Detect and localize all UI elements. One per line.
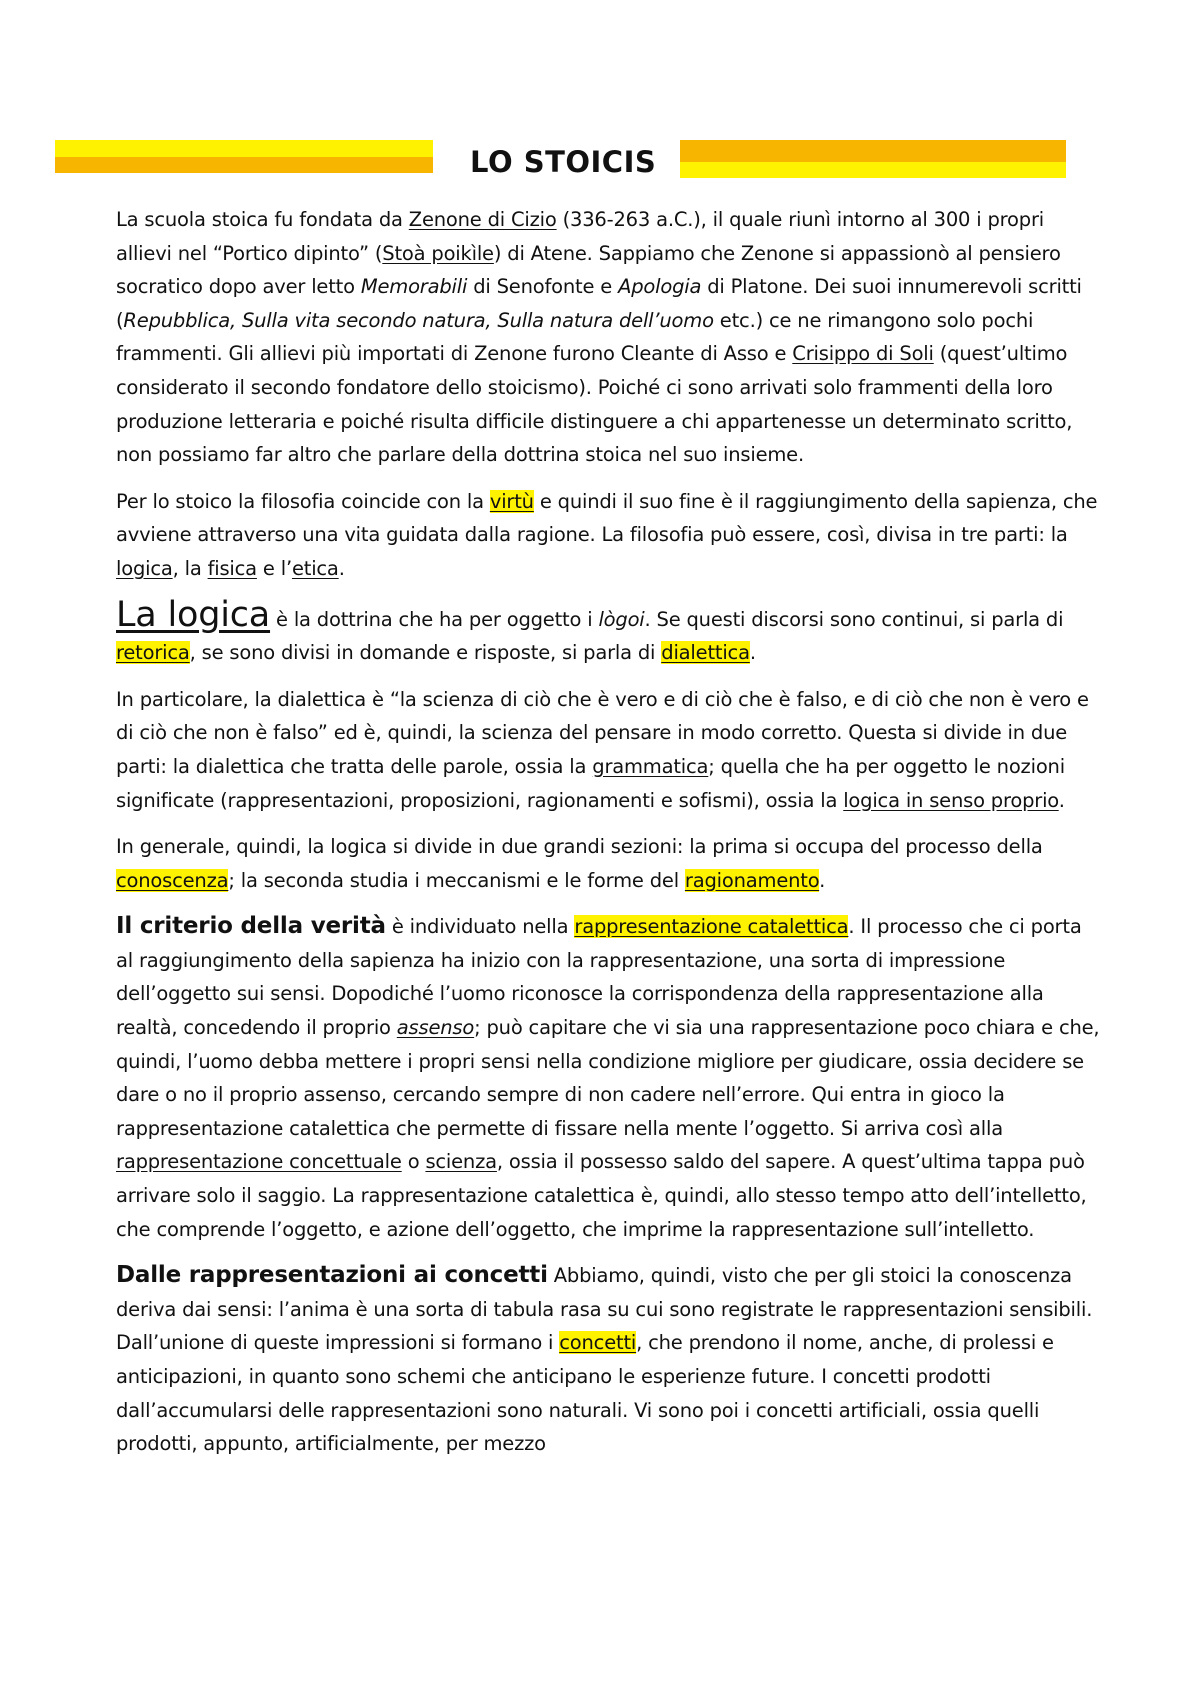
book-memorabili: Memorabili	[360, 275, 468, 299]
text-run: , se sono divisi in domande e risposte, si parla di	[189, 641, 662, 665]
title-band-left-orange	[55, 157, 433, 173]
term-grammatica: grammatica	[592, 754, 709, 778]
text-run: etc.) ce ne rimangono solo pochi frammenti. Gli allievi più importati di Zenone furono Cleante di Asso e	[116, 308, 1034, 366]
text-run: In generale, quindi, la logica si divide in due grandi sezioni: la prima si occupa del processo della	[116, 835, 1043, 859]
term-fisica: fisica	[207, 556, 257, 580]
term-logica: logica	[116, 556, 173, 580]
paragraph-dialettica	[116, 683, 1101, 817]
heading-criterio-verita: Il criterio della verità	[116, 913, 386, 940]
text-run: ; può capitare che vi sia una rappresentazione poco chiara e che, quindi, l’uomo debba mettere i propri sensi nella condizione migliore per giudicare, ossia decidere se dare o no il proprio assenso, cercando sempre di non cadere nell’errore. Qui entra in gioco la rappresentazione catalettica che permette di fissare nella mente l’oggetto. Si arriva così alla	[116, 1016, 1100, 1140]
term-etica: etica	[291, 556, 339, 580]
text-run: è la dottrina che ha per oggetto i	[270, 607, 599, 631]
text-run: (quest’ultimo considerato il secondo fondatore dello stoicismo). Poiché ci sono arrivati solo frammenti della loro produzione letteraria e poiché risulta difficile distinguere a chi appartenesse un determinato scritto, non possiamo far altro che parlare della dottrina stoica nel suo insieme.	[116, 342, 1073, 467]
title-band-right-orange	[680, 140, 1066, 162]
text-run: ; la seconda studia i meccanismi e le forme del	[228, 868, 685, 892]
text-run: . Se questi discorsi sono continui, si parla di	[644, 607, 1064, 631]
text-run: ) di Atene. Sappiamo che Zenone si appassionò al pensiero socratico dopo aver letto	[116, 241, 1061, 299]
text-run: .	[749, 641, 756, 665]
text-run: ; quella che ha per oggetto le nozioni significate (rappresentazioni, proposizioni, ragionamenti e sofismi), ossia la	[116, 754, 1065, 812]
text-run: di Senofonte e	[467, 275, 619, 299]
paragraph-filosofia	[116, 485, 1101, 586]
text-run: Abbiamo, quindi, visto che per gli stoici la conoscenza deriva dai sensi: l’anima è una sorta di tabula rasa su cui sono registrate le rappresentazioni sensibili. Dall’unione di queste impressioni si formano i	[116, 1264, 1093, 1355]
text-run: di Platone. Dei suoi innumerevoli scritti (	[116, 275, 1082, 332]
term-dialettica: dialettica	[661, 641, 750, 665]
document-title: LO STOICIS	[470, 145, 657, 179]
term-crisippo: Crisippo di Soli	[792, 342, 934, 366]
paragraph-sezioni	[116, 830, 1101, 897]
term-zenone: Zenone di Cizio	[408, 208, 557, 231]
heading-rappresentazioni-concetti: Dalle rappresentazioni ai concetti	[116, 1262, 548, 1289]
term-logoi: lògoi	[598, 607, 645, 631]
book-apologia: Apologia	[618, 275, 702, 299]
term-rappresentazione-catalettica: rappresentazione catalettica	[574, 915, 849, 939]
term-logica-senso-proprio: logica in senso proprio	[843, 788, 1059, 812]
term-rappresentazione-concettuale: rappresentazione concettuale	[116, 1150, 402, 1174]
paragraph-concetti	[116, 1259, 1101, 1461]
text-run: .	[338, 556, 345, 580]
text-run: e l’	[256, 556, 292, 580]
heading-la-logica: La logica	[116, 594, 271, 635]
text-run: , che prendono il nome, anche, di prolessi e anticipazioni, in quanto sono schemi che anticipano le esperienze future. I concetti prodotti dall’accumularsi delle rappresentazioni sono naturali. Vi sono poi i concetti artificiali, ossia quelli prodotti, appunto, artificialmente, per mezzo	[116, 1331, 1054, 1456]
text-run: La scuola stoica fu fondata da	[116, 208, 409, 231]
text-run: e quindi il suo fine è il raggiungimento della sapienza, che avviene attraverso una vita guidata dalla ragione. La filosofia può essere, così, divisa in tre parti: la	[116, 489, 1098, 547]
term-stoa: Stoà poikìle	[382, 241, 494, 265]
text-run: .	[819, 868, 826, 892]
book-list: Repubblica, Sulla vita secondo natura, Sulla natura dell’uomo	[123, 308, 714, 332]
paragraph-logica	[116, 594, 1101, 670]
title-band-left-yellow	[55, 140, 433, 157]
term-conoscenza: conoscenza	[116, 868, 229, 892]
term-assenso: assenso	[396, 1016, 475, 1040]
title-band-right-yellow	[680, 162, 1066, 178]
term-ragionamento: ragionamento	[684, 868, 820, 892]
text-run: (336-263 a.C.), il quale riunì intorno al 300 i propri allievi nel “Portico dipinto” (	[116, 208, 1044, 265]
document-body	[116, 203, 1101, 1474]
paragraph-intro	[116, 203, 1101, 472]
term-concetti: concetti	[559, 1331, 637, 1355]
text-run: , la	[172, 556, 208, 580]
text-run: , ossia il possesso saldo del sapere. A quest’ultima tappa può arrivare solo il saggio. La rappresentazione catalettica è, quindi, allo stesso tempo atto dell’intelletto, che comprende l’oggetto, e azione dell’oggetto, che imprime la rappresentazione sull’intelletto.	[116, 1150, 1087, 1241]
text-run: Per lo stoico la filosofia coincide con la	[116, 489, 490, 513]
paragraph-criterio	[116, 910, 1101, 1246]
text-run: .	[1058, 788, 1065, 812]
term-scienza: scienza	[425, 1150, 497, 1174]
text-run: . Il processo che ci porta al raggiungimento della sapienza ha inizio con la rappresentazione, una sorta di impressione dell’oggetto sui sensi. Dopodiché l’uomo riconosce la corrispondenza della rappresentazione alla realtà, concedendo il proprio	[116, 915, 1082, 1040]
term-virtu: virtù	[489, 489, 534, 513]
text-run: In particolare, la dialettica è “la scienza di ciò che è vero e di ciò che è falso, e di ciò che non è vero e di ciò che non è falso” ed è, quindi, la scienza del pensare in modo corretto. Questa si divide in due parti: la dialettica che tratta delle parole, ossia la	[116, 687, 1089, 778]
text-run: è individuato nella	[385, 915, 575, 939]
text-run: o	[401, 1150, 426, 1174]
term-retorica: retorica	[116, 641, 190, 665]
